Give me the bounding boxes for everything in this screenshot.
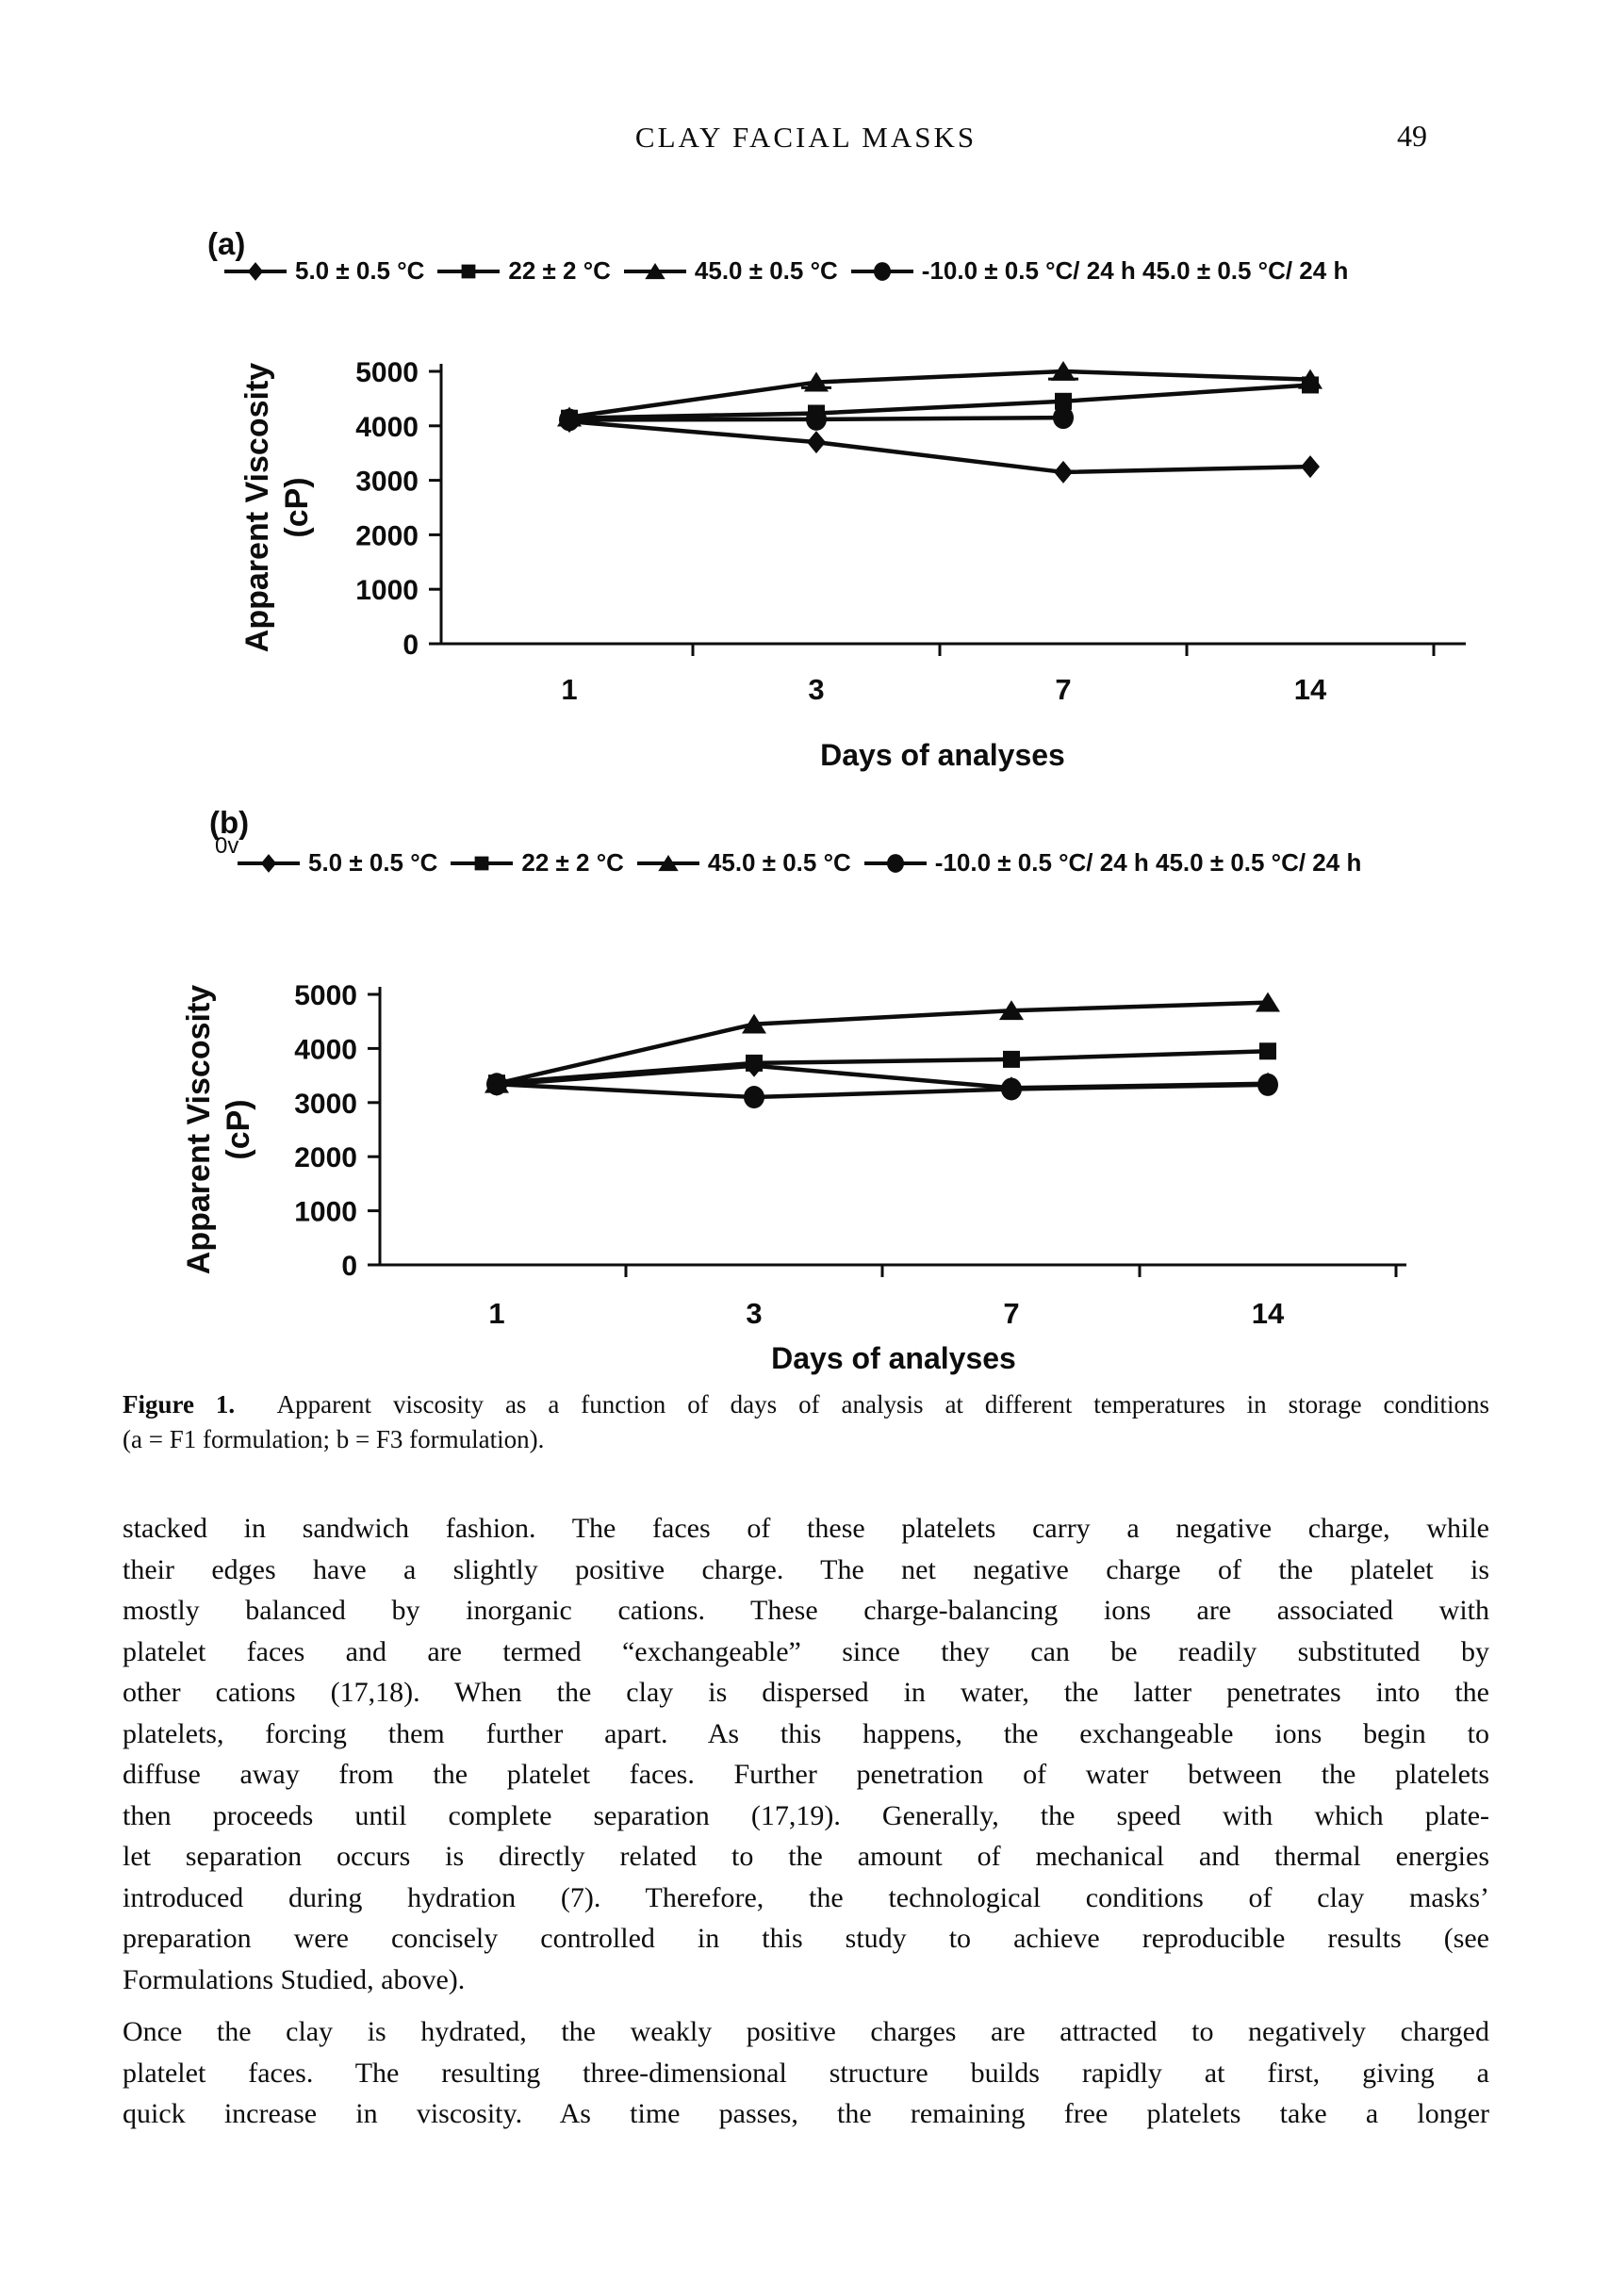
legend-item-label: -10.0 ± 0.5 °C/ 24 h 45.0 ± 0.5 °C/ 24 h xyxy=(934,848,1362,877)
y-axis-tick-label: 2000 xyxy=(294,1142,357,1174)
body-line: introduced during hydration (7). Therefore, the technological conditions of clay masks’ xyxy=(123,1881,1489,1913)
legend-item-label: 22 ± 2 °C xyxy=(521,848,624,877)
body-line: then proceeds until complete separation (17,19). Generally, the speed with which plate- xyxy=(123,1799,1489,1831)
triangle-legend-key-icon xyxy=(624,258,686,285)
body-line: quick increase in viscosity. As time passes, the remaining free platelets take a longer xyxy=(123,2098,1489,2129)
legend-item-circle xyxy=(864,848,1362,877)
x-axis-title: Days of analyses xyxy=(820,738,1065,772)
legend-item-triangle xyxy=(624,256,838,286)
paragraph-1 xyxy=(123,1508,1489,2000)
y-axis-tick-label: 0 xyxy=(402,630,419,661)
x-axis-tick-label: 7 xyxy=(1055,673,1072,706)
series-line-diamond xyxy=(569,421,1310,472)
y-axis-tick-label: 2000 xyxy=(355,520,419,552)
panel-a-label: (a) xyxy=(207,226,246,261)
figure-caption-label: Figure 1. xyxy=(123,1390,236,1419)
circle-legend-key-icon xyxy=(851,258,913,285)
panel-b-scan-artifact: 0v xyxy=(215,833,239,859)
legend-item-triangle xyxy=(637,848,851,877)
body-line: mostly balanced by inorganic cations. These charge-balancing ions are associated with xyxy=(123,1595,1489,1626)
x-axis-tick-label: 3 xyxy=(746,1297,763,1330)
legend-item-label: 5.0 ± 0.5 °C xyxy=(308,848,438,877)
body-line: platelet faces and are termed “exchangeable” since they can be readily substituted by xyxy=(123,1635,1489,1667)
legend-item-label: 22 ± 2 °C xyxy=(508,256,611,285)
diamond-marker-icon xyxy=(1301,455,1320,478)
legend-item-square xyxy=(451,848,624,877)
diamond-marker-icon xyxy=(248,262,263,281)
body-line: Once the clay is hydrated, the weakly positive charges are attracted to negatively charged xyxy=(123,2016,1489,2047)
paragraph-2 xyxy=(123,2011,1489,2135)
y-axis-title: Apparent Viscosity xyxy=(181,984,217,1275)
y-axis-tick-label: 5000 xyxy=(294,980,357,1011)
y-axis-tick-label: 3000 xyxy=(355,466,419,498)
circle-marker-icon xyxy=(559,408,580,431)
circle-legend-key-icon xyxy=(864,850,927,877)
circle-marker-icon xyxy=(806,408,827,431)
body-line: let separation occurs is directly related to the amount of mechanical and thermal energies xyxy=(123,1841,1489,1872)
legend-item-square xyxy=(437,256,611,286)
body-line: platelet faces. The resulting three-dimensional structure builds rapidly at first, giving a xyxy=(123,2057,1489,2089)
circle-marker-icon xyxy=(1053,406,1074,429)
x-axis-title: Days of analyses xyxy=(771,1341,1016,1375)
chart-a-legend xyxy=(224,256,1348,286)
series-line-circle xyxy=(497,1084,1268,1097)
y-axis-tick-label: 1000 xyxy=(294,1196,357,1228)
panel-b-label: (b) xyxy=(209,805,250,840)
legend-item-diamond xyxy=(238,848,437,877)
y-axis-tick-label: 1000 xyxy=(355,575,419,607)
series-line-triangle xyxy=(497,1003,1268,1084)
legend-item-label: 45.0 ± 0.5 °C xyxy=(707,848,851,877)
diamond-legend-key-icon xyxy=(238,850,300,877)
body-line: platelets, forcing them further apart. As this happens, the exchangeable ions begin to xyxy=(123,1717,1489,1749)
square-marker-icon xyxy=(475,856,489,870)
figure-caption-line1 xyxy=(123,1387,1489,1422)
page-number: 49 xyxy=(1397,119,1427,153)
square-marker-icon xyxy=(462,264,476,278)
running-head-title: CLAY FACIAL MASKS xyxy=(634,121,978,154)
square-legend-key-icon xyxy=(451,850,513,877)
circle-marker-icon xyxy=(744,1086,764,1108)
body-line: preparation were concisely controlled in this study to achieve reproducible results (see xyxy=(123,1923,1489,1954)
legend-item-diamond xyxy=(224,256,424,286)
body-line: diffuse away from the platelet faces. Further penetration of water between the platelets xyxy=(123,1759,1489,1790)
legend-item-label: 45.0 ± 0.5 °C xyxy=(694,256,838,285)
diamond-marker-icon xyxy=(1054,461,1073,484)
diamond-marker-icon xyxy=(261,854,276,873)
circle-marker-icon xyxy=(486,1073,507,1095)
figure-caption xyxy=(123,1387,1489,1457)
y-axis-tick-label: 4000 xyxy=(294,1034,357,1066)
legend-item-circle xyxy=(851,256,1349,286)
body-line: Formulations Studied, above). xyxy=(123,1963,466,1995)
chart-b-plot xyxy=(0,959,1610,1412)
y-axis-tick-label: 5000 xyxy=(355,357,419,388)
diamond-marker-icon xyxy=(807,431,826,453)
y-axis-tick-label: 0 xyxy=(341,1251,357,1282)
square-marker-icon xyxy=(746,1055,763,1072)
x-axis-tick-label: 3 xyxy=(808,673,825,706)
figure-caption-line2: (a = F1 formulation; b = F3 formulation). xyxy=(123,1425,545,1453)
y-axis-title-units: (cP) xyxy=(221,1099,256,1160)
x-axis-tick-label: 14 xyxy=(1293,673,1327,706)
legend-item-label: -10.0 ± 0.5 °C/ 24 h 45.0 ± 0.5 °C/ 24 h xyxy=(921,256,1349,285)
triangle-legend-key-icon xyxy=(637,850,699,877)
legend-item-label: 5.0 ± 0.5 °C xyxy=(295,256,425,285)
diamond-legend-key-icon xyxy=(224,258,287,285)
square-marker-icon xyxy=(1003,1051,1020,1068)
circle-marker-icon xyxy=(887,854,904,873)
body-line: their edges have a slightly positive charge. The net negative charge of the platelet is xyxy=(123,1553,1489,1585)
body-line: other cations (17,18). When the clay is dispersed in water, the latter penetrates into the xyxy=(123,1677,1489,1708)
y-axis-title: Apparent Viscosity xyxy=(239,362,275,653)
body-line: stacked in sandwich fashion. The faces of these platelets carry a negative charge, while xyxy=(123,1513,1489,1544)
figure-caption-text: Apparent viscosity as a function of days of analysis at different temperatures in storage conditions xyxy=(276,1390,1489,1419)
y-axis-tick-label: 4000 xyxy=(355,411,419,443)
square-marker-icon xyxy=(1259,1042,1276,1059)
body-text xyxy=(123,1508,1489,2135)
circle-marker-icon xyxy=(874,262,891,281)
circle-marker-icon xyxy=(1001,1077,1022,1100)
y-axis-title-units: (cP) xyxy=(279,477,315,538)
chart-a-plot xyxy=(0,311,1610,801)
circle-marker-icon xyxy=(1257,1074,1278,1096)
y-axis-tick-label: 3000 xyxy=(294,1088,357,1120)
square-legend-key-icon xyxy=(437,258,500,285)
x-axis-tick-label: 1 xyxy=(488,1297,505,1330)
x-axis-tick-label: 1 xyxy=(561,673,578,706)
x-axis-tick-label: 7 xyxy=(1003,1297,1020,1330)
x-axis-tick-label: 14 xyxy=(1251,1297,1285,1330)
chart-b-legend xyxy=(238,848,1361,877)
